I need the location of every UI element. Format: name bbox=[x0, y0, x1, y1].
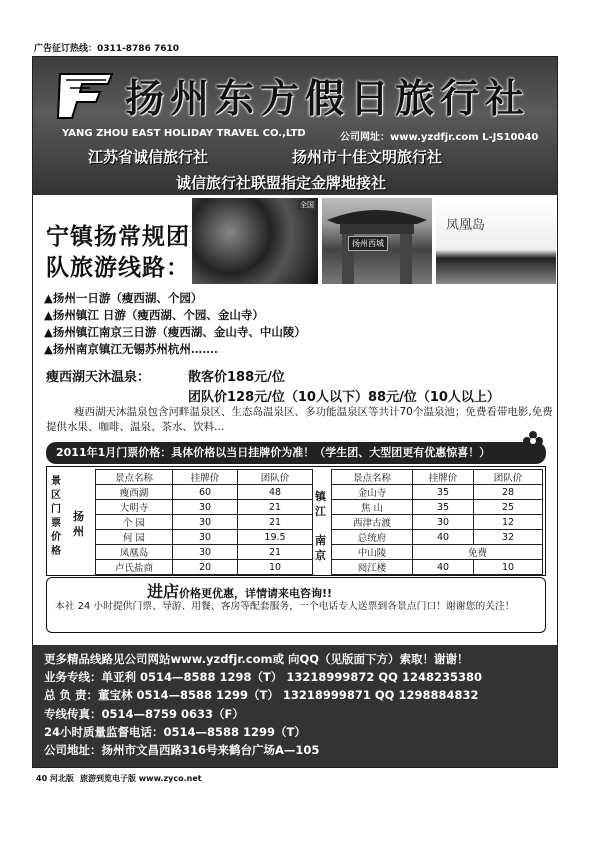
cell: 金山寺 bbox=[332, 485, 413, 500]
cell: 卢氏盐商 bbox=[96, 560, 173, 575]
header-group-price: 团队价 bbox=[474, 470, 543, 485]
page-number: 40 河北版 bbox=[36, 774, 74, 783]
photo-garden bbox=[192, 198, 318, 284]
spa-group-price: 团队价128元/位（10人以下）88元/位（10人以上） bbox=[188, 390, 500, 405]
footer-manager-line: 总 负 责：董宝林 0514—8588 1299（T） 13218999871 QQ 1298884832 bbox=[44, 688, 479, 702]
cell: 30 bbox=[173, 500, 238, 515]
honor-left: 江苏省诚信旅行社 bbox=[88, 148, 209, 166]
table-row bbox=[332, 515, 543, 530]
cell: 大明寺 bbox=[96, 500, 173, 515]
publication-name: 旅游到览电子版 www.zyco.net bbox=[80, 774, 202, 783]
cell: 总统府 bbox=[332, 530, 413, 545]
header-name: 景点名称 bbox=[332, 470, 413, 485]
footer-quality-line: 24小时质量监督电话：0514—8588 1299（T） bbox=[44, 725, 306, 739]
cell: 19.5 bbox=[238, 530, 313, 545]
flower-icon bbox=[522, 430, 544, 452]
honor-right: 扬州市十佳文明旅行社 bbox=[292, 148, 443, 166]
cell: 凤凰岛 bbox=[96, 545, 173, 560]
cell: 个 园 bbox=[96, 515, 173, 530]
table-row bbox=[332, 560, 543, 575]
city-nanjing: 南京 bbox=[315, 534, 326, 562]
footer-business-line: 业务专线：单亚利 0514—8588 1298（T） 13218999872 QQ 1248235380 bbox=[44, 670, 482, 684]
cell: 30 bbox=[173, 530, 238, 545]
cell: 何 园 bbox=[96, 530, 173, 545]
cell: 10 bbox=[238, 560, 313, 575]
table-row bbox=[96, 515, 313, 530]
company-title: 扬州东方假日旅行社 bbox=[125, 76, 531, 122]
routes-title-line1: 宁镇扬常规团 bbox=[46, 224, 190, 250]
route-item: ▲扬州南京镇江无锡苏州杭州……. bbox=[44, 342, 218, 356]
table-row bbox=[96, 545, 313, 560]
spa-name: 瘦西湖天沐温泉： bbox=[46, 370, 151, 385]
cell: 32 bbox=[474, 530, 543, 545]
header-list-price: 挂牌价 bbox=[173, 470, 238, 485]
table-row bbox=[332, 545, 543, 560]
route-item: ▲扬州镇江 日游（瘦西湖、个园、金山寺） bbox=[44, 308, 264, 322]
cell: 40 bbox=[413, 530, 474, 545]
cell: 焦 山 bbox=[332, 500, 413, 515]
photo-city-gate bbox=[322, 198, 432, 284]
footer-website-line[interactable]: 更多精品线路见公司网站www.yzdfjr.com或 向QQ（见版面下方）索取！谢谢！ bbox=[44, 652, 469, 666]
table-row bbox=[96, 530, 313, 545]
city-zhenjiang: 镇江 bbox=[315, 490, 326, 518]
cell: 21 bbox=[238, 515, 313, 530]
cell: 30 bbox=[173, 545, 238, 560]
route-item: ▲扬州一日游（瘦西湖、个园） bbox=[44, 291, 203, 305]
company-website[interactable]: 公司网址：www.yzdfjr.com L-JS10040 bbox=[340, 132, 539, 143]
ticket-table-left bbox=[95, 469, 313, 575]
header-group-price: 团队价 bbox=[238, 470, 313, 485]
spa-description: 瘦西湖天沐温泉包含河畔温泉区、生态岛温泉区、多功能温泉区等共计70个温泉池；免费看带电影,免费提供水果、咖啡、温泉、茶水、饮料… bbox=[46, 406, 553, 433]
photo-phoenix-island-tag: 凤凰岛 bbox=[446, 218, 486, 233]
company-logo-icon bbox=[50, 66, 120, 126]
cell: 中山陵 bbox=[332, 545, 413, 560]
honor-alliance: 诚信旅行社联盟指定金牌地接社 bbox=[176, 174, 387, 192]
cell: 35 bbox=[413, 485, 474, 500]
service-text: 本社 24 小时提供门票、导游、用餐、客房等配套服务，一个电话专人送票到各景点门口！谢谢您的关注！ bbox=[55, 601, 515, 612]
cell: 35 bbox=[413, 500, 474, 515]
promo-text: 价格更优惠，详情请来电咨询!! bbox=[179, 587, 333, 600]
table-row bbox=[96, 485, 313, 500]
route-item: ▲扬州镇江南京三日游（瘦西湖、金山寺、中山陵） bbox=[44, 325, 306, 339]
spa-individual-price: 散客价188元/位 bbox=[188, 370, 285, 385]
table-row bbox=[332, 530, 543, 545]
photo-phoenix-island bbox=[436, 198, 556, 284]
photo-city-gate-tag: 扬州西城 bbox=[348, 236, 388, 251]
cell: 25 bbox=[474, 500, 543, 515]
routes-title bbox=[46, 222, 190, 284]
cell: 28 bbox=[474, 485, 543, 500]
routes-title-line2: 队旅游线路： bbox=[46, 255, 190, 281]
cell: 西津古渡 bbox=[332, 515, 413, 530]
promo-big: 进店 bbox=[147, 582, 180, 601]
city-yangzhou: 扬州 bbox=[73, 510, 84, 538]
cell: 10 bbox=[474, 560, 543, 575]
ticket-price-bar: 2011年1月门票价格：具体价格以当日挂牌价为准！（学生团、大型团更有优惠惊喜！） bbox=[46, 442, 546, 464]
ad-hotline: 广告征订热线：0311-8786 7610 bbox=[34, 44, 180, 54]
header-list-price: 挂牌价 bbox=[413, 470, 474, 485]
table-row bbox=[332, 485, 543, 500]
cell: 40 bbox=[413, 560, 474, 575]
cell: 21 bbox=[238, 500, 313, 515]
cell: 瘦西湖 bbox=[96, 485, 173, 500]
footer-fax-line: 专线传真：0514—8759 0633（F） bbox=[44, 707, 244, 721]
photo-garden-tag: 全国 bbox=[300, 201, 314, 209]
cell: 20 bbox=[173, 560, 238, 575]
cell: 48 bbox=[238, 485, 313, 500]
cell: 12 bbox=[474, 515, 543, 530]
cell: 阅江楼 bbox=[332, 560, 413, 575]
cell: 30 bbox=[173, 515, 238, 530]
company-english-name: YANG ZHOU EAST HOLIDAY TRAVEL CO.,LTD bbox=[62, 128, 306, 139]
table-row bbox=[96, 560, 313, 575]
ticket-table-right bbox=[331, 469, 543, 575]
ticket-table-box bbox=[46, 466, 546, 576]
footer-address-line: 公司地址：扬州市文昌西路316号来鹤台广场A—105 bbox=[44, 743, 320, 757]
cell: 60 bbox=[173, 485, 238, 500]
cell-free: 免费 bbox=[413, 545, 543, 560]
table-row bbox=[332, 500, 543, 515]
table-row bbox=[96, 500, 313, 515]
header-name: 景点名称 bbox=[96, 470, 173, 485]
cell: 21 bbox=[238, 545, 313, 560]
cell: 30 bbox=[413, 515, 474, 530]
ticket-side-label: 景区门票价格 bbox=[51, 476, 61, 557]
